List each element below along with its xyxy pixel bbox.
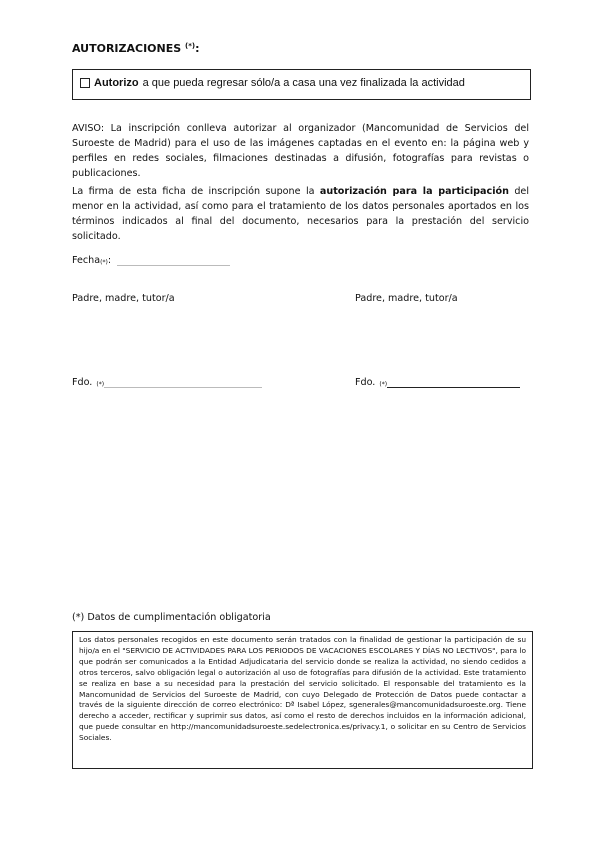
signature-label-left: Fdo. <box>72 377 93 388</box>
authorization-line <box>80 77 465 89</box>
signature-required-mark-left: (*) <box>96 381 105 388</box>
authorization-checkbox[interactable] <box>80 78 90 88</box>
section-title-text: AUTORIZACIONES <box>72 42 182 55</box>
image-use-notice: AVISO: La inscripción conlleva autorizar al organizador (Mancomunidad de Servicios del Suroeste de Madrid) para el uso de las imágenes captadas en el evento en: la página web y perfiles en redes sociales, filmaciones destinadas a difusión, fotografías para revistas o publicaciones. <box>72 123 529 179</box>
guardian-label-right: Padre, madre, tutor/a <box>355 293 458 304</box>
privacy-notice-text: Los datos personales recogidos en este documento serán tratados con la finalidad de gestionar la participación de su hijo/a en el "SERVICIO DE ACTIVIDADES PARA LOS PERIODOS DE VACACIONES ESCOLARES Y DÍAS NO LECTIVOS", para lo que podrán ser comunicados a la Entidad Adjudicataria del servicio donde se realiza la actividad, no siendo cedidos a otros terceros, salvo obligación legal o autorización al uso de fotografías para difusión de la actividad. Este tratamiento se realiza en base a su necesidad para la prestación del servicio solicitado. El responsable del tratamiento es la Mancomunidad de Servicios del Suroeste de Madrid, con cuyo Delegado de Protección de Datos puede contactar a través de la siguiente dirección de correo electrónico: Dª Isabel López, sgenerales@mancomunidadsuroeste.org. Tiene derecho a acceder, rectificar y suprimir sus datos, así como el resto de derechos incluidos en la información adicional, que puede consultar en http://mancomunidadsuroeste.sedelectronica.es/privacy.1, o solicitar en su Centro de Servicios Sociales. <box>79 635 526 743</box>
consent-text-after: del menor en la actividad, así como para el tratamiento de los datos personales aportados en los términos indicados al final del documento, necesarios para la prestación del servicio solicitado. <box>72 186 529 242</box>
date-label: Fecha <box>72 255 101 266</box>
section-title <box>72 42 200 55</box>
date-input-line[interactable] <box>117 255 230 266</box>
authorization-text: a que pueda regresar sólo/a a casa una vez finalizada la actividad <box>142 77 465 89</box>
date-required-mark: (*) <box>100 259 108 266</box>
signature-label-right: Fdo. <box>355 377 376 388</box>
signature-field-right <box>355 377 520 388</box>
date-field <box>72 255 230 266</box>
title-colon: : <box>195 42 200 55</box>
consent-paragraph <box>72 184 529 244</box>
signature-line-right[interactable] <box>387 378 520 388</box>
privacy-notice-box <box>72 631 533 769</box>
consent-text-before: La firma de esta ficha de inscripción supone la <box>72 186 320 197</box>
consent-bold: autorización para la participación <box>319 186 509 197</box>
signature-required-mark-right: (*) <box>379 381 388 388</box>
authorization-bold: Autorizo <box>94 77 139 89</box>
required-fields-note: (*) Datos de cumplimentación obligatoria <box>72 612 271 623</box>
signature-field-left <box>72 377 262 388</box>
signature-line-left[interactable] <box>104 378 262 388</box>
authorization-box <box>72 69 531 100</box>
required-mark: (*) <box>185 42 196 50</box>
guardian-label-left: Padre, madre, tutor/a <box>72 293 175 304</box>
date-colon: : <box>107 255 112 266</box>
